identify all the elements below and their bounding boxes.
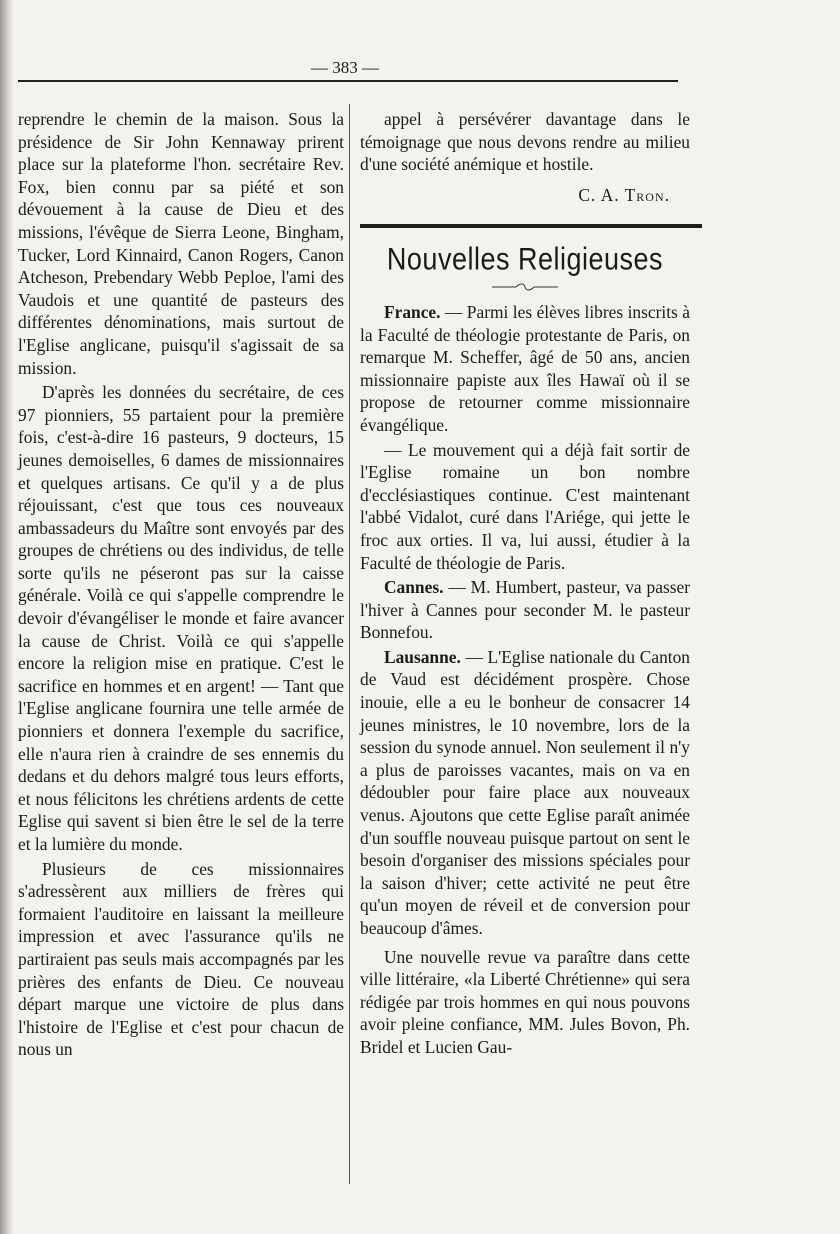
news-list: [360, 301, 690, 1059]
right-column: [360, 108, 690, 1059]
section-title: Nouvelles Religieuses: [386, 241, 664, 278]
author-signature: C. A. Tron.: [578, 184, 670, 205]
paragraph: D'après les données du secrétaire, de ces 97 pionniers, 55 partaient pour la première fois, c'est-à-dire 16 pasteurs, 9 docteurs, 15 jeunes demoiselles, 6 dames de missionnaires et quelques artisans. Ce qu'il y a de plus réjouissant, c'est que tous ces nouveaux ambassadeurs du Maître sont envoyés par des groupes de chrétiens ou des individus, de telle sorte qu'ils ne péseront pas sur la caisse générale. Voilà ce qui s'appelle comprendre le devoir d'évangéliser le monde et faire avancer la cause de Christ. Voilà ce qui s'appelle encore la religion mise en pratique. C'est le sacrifice en hommes et en argent! — Tant que l'Eglise anglicane fournira une telle armée de pionniers et donnera l'exemple du sacrifice, elle n'aura rien à craindre de ses ennemis du dedans et du dehors malgré tous leurs efforts, et nous félicitons les chrétiens ardents de cette Eglise qui savent si bien être le sel de la terre et la lumière du monde.: [18, 382, 344, 854]
header-rule: [18, 80, 678, 82]
news-item: [360, 439, 690, 575]
news-item-cannes: [360, 576, 690, 644]
news-item-lausanne: [360, 646, 690, 940]
news-text: — Parmi les élèves libres inscrits à la Faculté de théologie protestante de Paris, on remarque M. Scheffer, âgé de 50 ans, ancien missionnaire papiste aux îles Hawaï où il se propose de retourner comme missionnaire évangélique.: [360, 301, 690, 435]
flourish-ornament-icon: [490, 283, 560, 291]
news-place: France.: [384, 301, 441, 322]
news-item: [360, 946, 690, 1059]
page-number: — 383 —: [311, 58, 379, 77]
news-text: — M. Humbert, pasteur, va passer l'hiver à Cannes pour seconder M. le pasteur Bonnefou.: [360, 577, 690, 643]
news-place: Cannes.: [384, 577, 444, 598]
left-column: [18, 108, 344, 1061]
paragraph: reprendre le chemin de la maison. Sous la présidence de Sir John Kennaway prirent place sur la plateforme l'hon. secrétaire Rev. Fox, bien connu par sa piété et son dévouement à la cause de Dieu et des missions, l'évêque de Sierra Leone, Bingham, Tucker, Lord Kinnaird, Canon Rogers, Canon Atcheson, Prebendary Webb Peploe, l'ami des Vaudois et une quantité de pasteurs des différentes dénominations, mais surtout de l'Eglise anglicane, puisqu'il s'agissait de sa mission.: [18, 109, 344, 378]
paragraph: Plusieurs de ces missionnaires s'adressèrent aux milliers de frères qui formaient l'auditoire en laissant la meilleure impression et avec l'assurance qu'ils ne partiraient pas seuls mais accompagnés par les prières des enfants de Dieu. Ce nouveau départ marque une victoire de plus dans l'histoire de l'Eglise et c'est pour chacun de nous un: [18, 858, 344, 1060]
news-text: Une nouvelle revue va paraître dans cette ville littéraire, «la Liberté Chrétienne» qui sera rédigée par trois hommes en qui nous pouvons avoir pleine confiance, MM. Jules Bovon, Ph. Bridel et Lucien Gau-: [360, 946, 690, 1057]
ornament-flourish: [490, 283, 560, 291]
news-place: Lausanne.: [384, 646, 461, 667]
column-divider: [349, 104, 350, 1184]
news-text: — L'Eglise nationale du Canton de Vaud est décidément prospère. Chose inouie, elle a eu le bonheur de consacrer 14 jeunes ministres, le 10 novembre, lors de la session du synode annuel. Non seulement il n'y a plus de paroisses vacantes, mais on va en dédoubler pour faire place aux nouveaux venus. Ajoutons que cette Eglise paraît animée d'un souffle nouveau puisque partout on sent le besoin d'organiser des missions spéciales pour la saison d'hiver; cette activité ne peut être qu'un moyen de réveil et de conversion pour beaucoup d'âmes.: [360, 646, 690, 938]
section-rule: [360, 224, 702, 228]
news-item-france: [360, 301, 690, 437]
paragraph-continuation: appel à persévérer davantage dans le témoignage que nous devons rendre au milieu d'une société anémique et hostile.: [360, 109, 690, 175]
news-text: — Le mouvement qui a déjà fait sortir de l'Eglise romaine un bon nombre d'ecclésiastiques continue. C'est maintenant l'abbé Vidalot, curé dans l'Ariége, qui jette le froc aux orties. Il va, lui aussi, étudier à la Faculté de théologie de Paris.: [360, 439, 690, 573]
page-edge-shadow: [0, 0, 14, 1234]
